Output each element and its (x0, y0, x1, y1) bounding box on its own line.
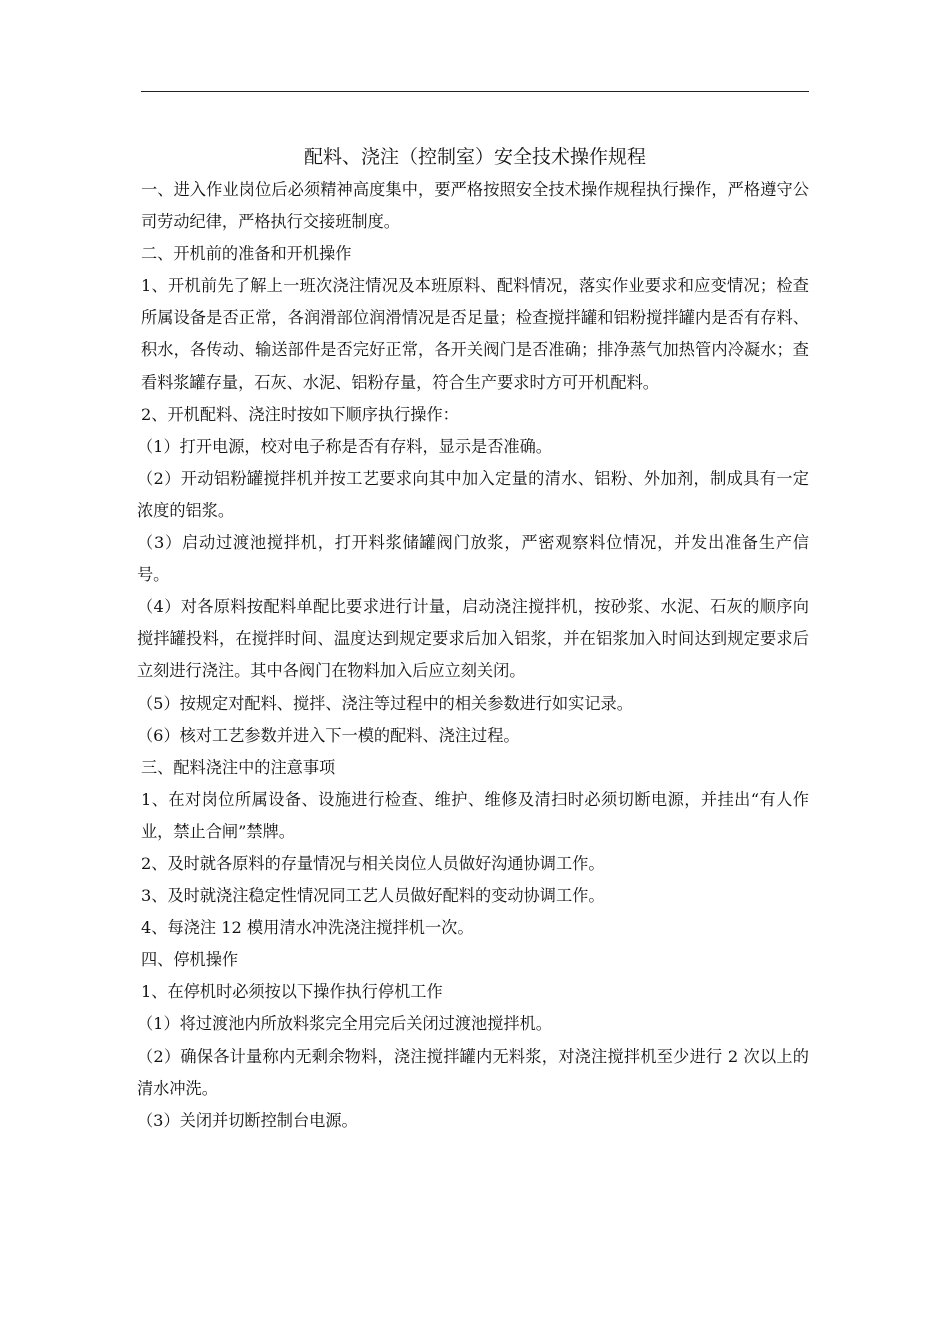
paragraph-item-3-3: 3、及时就浇注稳定性情况同工艺人员做好配料的变动协调工作。 (141, 886, 605, 906)
heading-section-3: 三、配料浇注中的注意事项 (141, 757, 336, 777)
heading-section-2: 二、开机前的准备和开机操作 (141, 244, 352, 264)
paragraph-item-4-1: 1、在停机时必须按以下操作执行停机工作 (141, 982, 443, 1002)
paragraph-item-2-1: 1、开机前先了解上一班次浇注情况及本班原料、配料情况，落实作业要求和应变情况；检查所属设备是否正常，各润滑部位润滑情况是否足量；检查搅拌罐和铝粉搅拌罐内是否有存料、积水，各传动、输送部件是否完好正常，各开关阀门是否准确；排净蒸气加热管内冷凝水；查看料浆罐存量，石灰、水泥、铝粉存量，符合生产要求时方可开机配料。 (141, 276, 809, 392)
paragraph-item-3-2: 2、及时就各原料的存量情况与相关岗位人员做好沟通协调工作。 (141, 853, 605, 873)
paragraph-step-3: （3）启动过渡池搅拌机，打开料浆储罐阀门放浆，严密观察料位情况，并发出准备生产信号。 (137, 533, 809, 585)
paragraph-stop-step-1: （1）将过渡池内所放料浆完全用完后关闭过渡池搅拌机。 (137, 1014, 552, 1034)
heading-section-4: 四、停机操作 (141, 950, 239, 970)
header-rule (141, 91, 809, 92)
paragraph-step-5: （5）按规定对配料、搅拌、浇注等过程中的相关参数进行如实记录。 (137, 693, 633, 713)
document-title: 配料、浇注（控制室）安全技术操作规程 (303, 146, 646, 168)
paragraph-step-2: （2）开动铝粉罐搅拌机并按工艺要求向其中加入定量的清水、铝粉、外加剂，制成具有一定浓度的铝浆。 (137, 468, 809, 520)
paragraph-stop-step-3: （3）关闭并切断控制台电源。 (137, 1110, 358, 1130)
paragraph-step-4: （4）对各原料按配料单配比要求进行计量，启动浇注搅拌机，按砂浆、水泥、石灰的顺序向搅拌罐投料，在搅拌时间、温度达到规定要求后加入铝浆，并在铝浆加入时间达到规定要求后立刻进行浇注。其中各阀门在物料加入后应立刻关闭。 (137, 597, 809, 681)
document-body (137, 174, 809, 1137)
paragraph-item-3-4: 4、每浇注 12 模用清水冲洗浇注搅拌机一次。 (141, 918, 474, 938)
paragraph-item-2-2: 2、开机配料、浇注时按如下顺序执行操作： (141, 404, 459, 424)
paragraph-section-1: 一、进入作业岗位后必须精神高度集中，要严格按照安全技术操作规程执行操作，严格遵守公司劳动纪律，严格执行交接班制度。 (141, 180, 809, 232)
paragraph-item-3-1: 1、在对岗位所属设备、设施进行检查、维护、维修及清扫时必须切断电源，并挂出“有人作业，禁止合闸”禁牌。 (141, 789, 809, 841)
paragraph-stop-step-2: （2）确保各计量称内无剩余物料，浇注搅拌罐内无料浆，对浇注搅拌机至少进行 2 次以上的清水冲洗。 (137, 1046, 809, 1098)
paragraph-step-1: （1）打开电源，校对电子称是否有存料，显示是否准确。 (137, 436, 552, 456)
paragraph-step-6: （6）核对工艺参数并进入下一模的配料、浇注过程。 (137, 725, 520, 745)
